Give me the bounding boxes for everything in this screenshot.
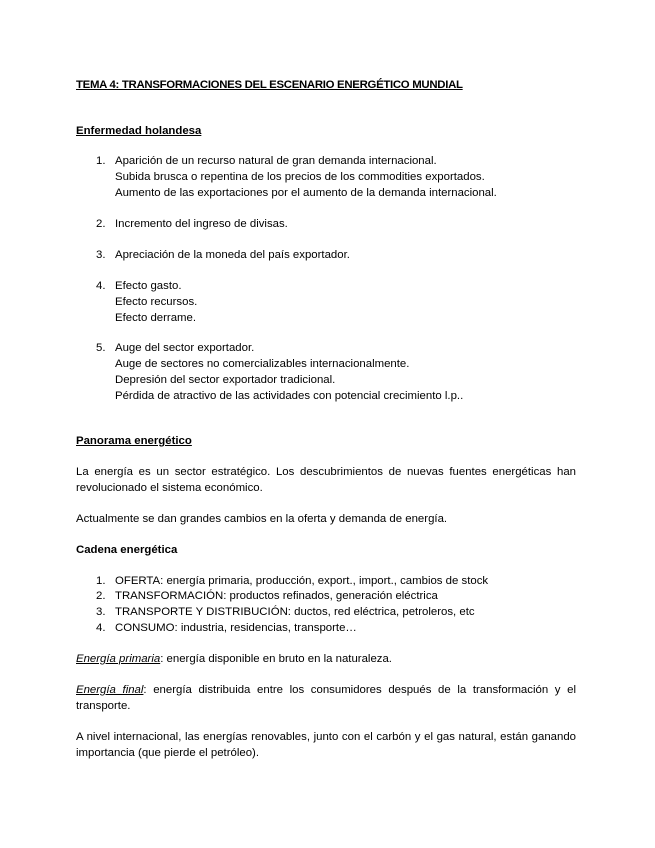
list-item	[115, 340, 585, 404]
list-number: 1.	[96, 575, 106, 587]
list-item	[115, 620, 585, 636]
list-item-line: Auge del sector exportador.	[115, 342, 255, 354]
page-title: TEMA 4: TRANSFORMACIONES DEL ESCENARIO ENERGÉTICO MUNDIAL	[76, 79, 463, 91]
list-number: 1.	[96, 155, 106, 167]
list-number: 2.	[96, 590, 106, 602]
list-item-line: Incremento del ingreso de divisas.	[115, 218, 288, 230]
list-item-line: Apreciación de la moneda del país exportador.	[115, 249, 350, 261]
paragraph: La energía es un sector estratégico. Los descubrimientos de nuevas fuentes energéticas han revolucionado el sistema económico.	[76, 466, 576, 494]
list-item-line: OFERTA: energía primaria, producción, export., import., cambios de stock	[115, 575, 489, 587]
list-item-line: Aparición de un recurso natural de gran demanda internacional.	[115, 155, 437, 167]
list-item-line: Auge de sectores no comercializables internacionalmente.	[115, 358, 410, 370]
list-item	[115, 588, 585, 604]
definition-term: Energía final	[76, 684, 144, 696]
list-item-line: TRANSPORTE Y DISTRIBUCIÓN: ductos, red eléctrica, petroleros, etc	[115, 606, 475, 618]
list-item	[115, 604, 585, 620]
definition-text: : energía distribuida entre los consumidores después de la transformación y el transporte.	[76, 684, 576, 712]
list-item-line: Depresión del sector exportador tradicional.	[115, 374, 336, 386]
list-number: 4.	[96, 280, 106, 292]
list-item	[115, 216, 585, 232]
subheading-cadena-energetica: Cadena energética	[76, 544, 178, 556]
list-item-line: TRANSFORMACIÓN: productos refinados, generación eléctrica	[115, 590, 438, 602]
list-number: 4.	[96, 622, 106, 634]
definition-text: : energía disponible en bruto en la naturaleza.	[160, 653, 392, 665]
definition-energia-final	[76, 682, 576, 714]
list-item-line: Efecto gasto.	[115, 280, 182, 292]
list-item-line: Subida brusca o repentina de los precios de los commodities exportados.	[115, 171, 485, 183]
list-number: 3.	[96, 249, 106, 261]
list-item-line: Aumento de las exportaciones por el aumento de la demanda internacional.	[115, 187, 497, 199]
definition-term: Energía primaria	[76, 653, 161, 665]
list-item-line: Efecto recursos.	[115, 296, 198, 308]
list-number: 2.	[96, 218, 106, 230]
list-item-line: CONSUMO: industria, residencias, transporte…	[115, 622, 357, 634]
definition-energia-primaria	[76, 651, 576, 667]
list-number: 5.	[96, 342, 106, 354]
section-heading-panorama-energetico: Panorama energético	[76, 435, 192, 447]
list-item	[115, 247, 585, 263]
paragraph: A nivel internacional, las energías renovables, junto con el carbón y el gas natural, están ganando importancia (que pierde el petróleo).	[76, 731, 576, 759]
list-item	[115, 278, 585, 326]
list-number: 3.	[96, 606, 106, 618]
paragraph: Actualmente se dan grandes cambios en la oferta y demanda de energía.	[76, 513, 448, 525]
list-item	[115, 153, 585, 201]
list-item-line: Efecto derrame.	[115, 312, 197, 324]
list-item	[115, 573, 585, 589]
section-heading-enfermedad-holandesa: Enfermedad holandesa	[76, 125, 202, 137]
list-item-line: Pérdida de atractivo de las actividades con potencial crecimiento l.p..	[115, 390, 464, 402]
